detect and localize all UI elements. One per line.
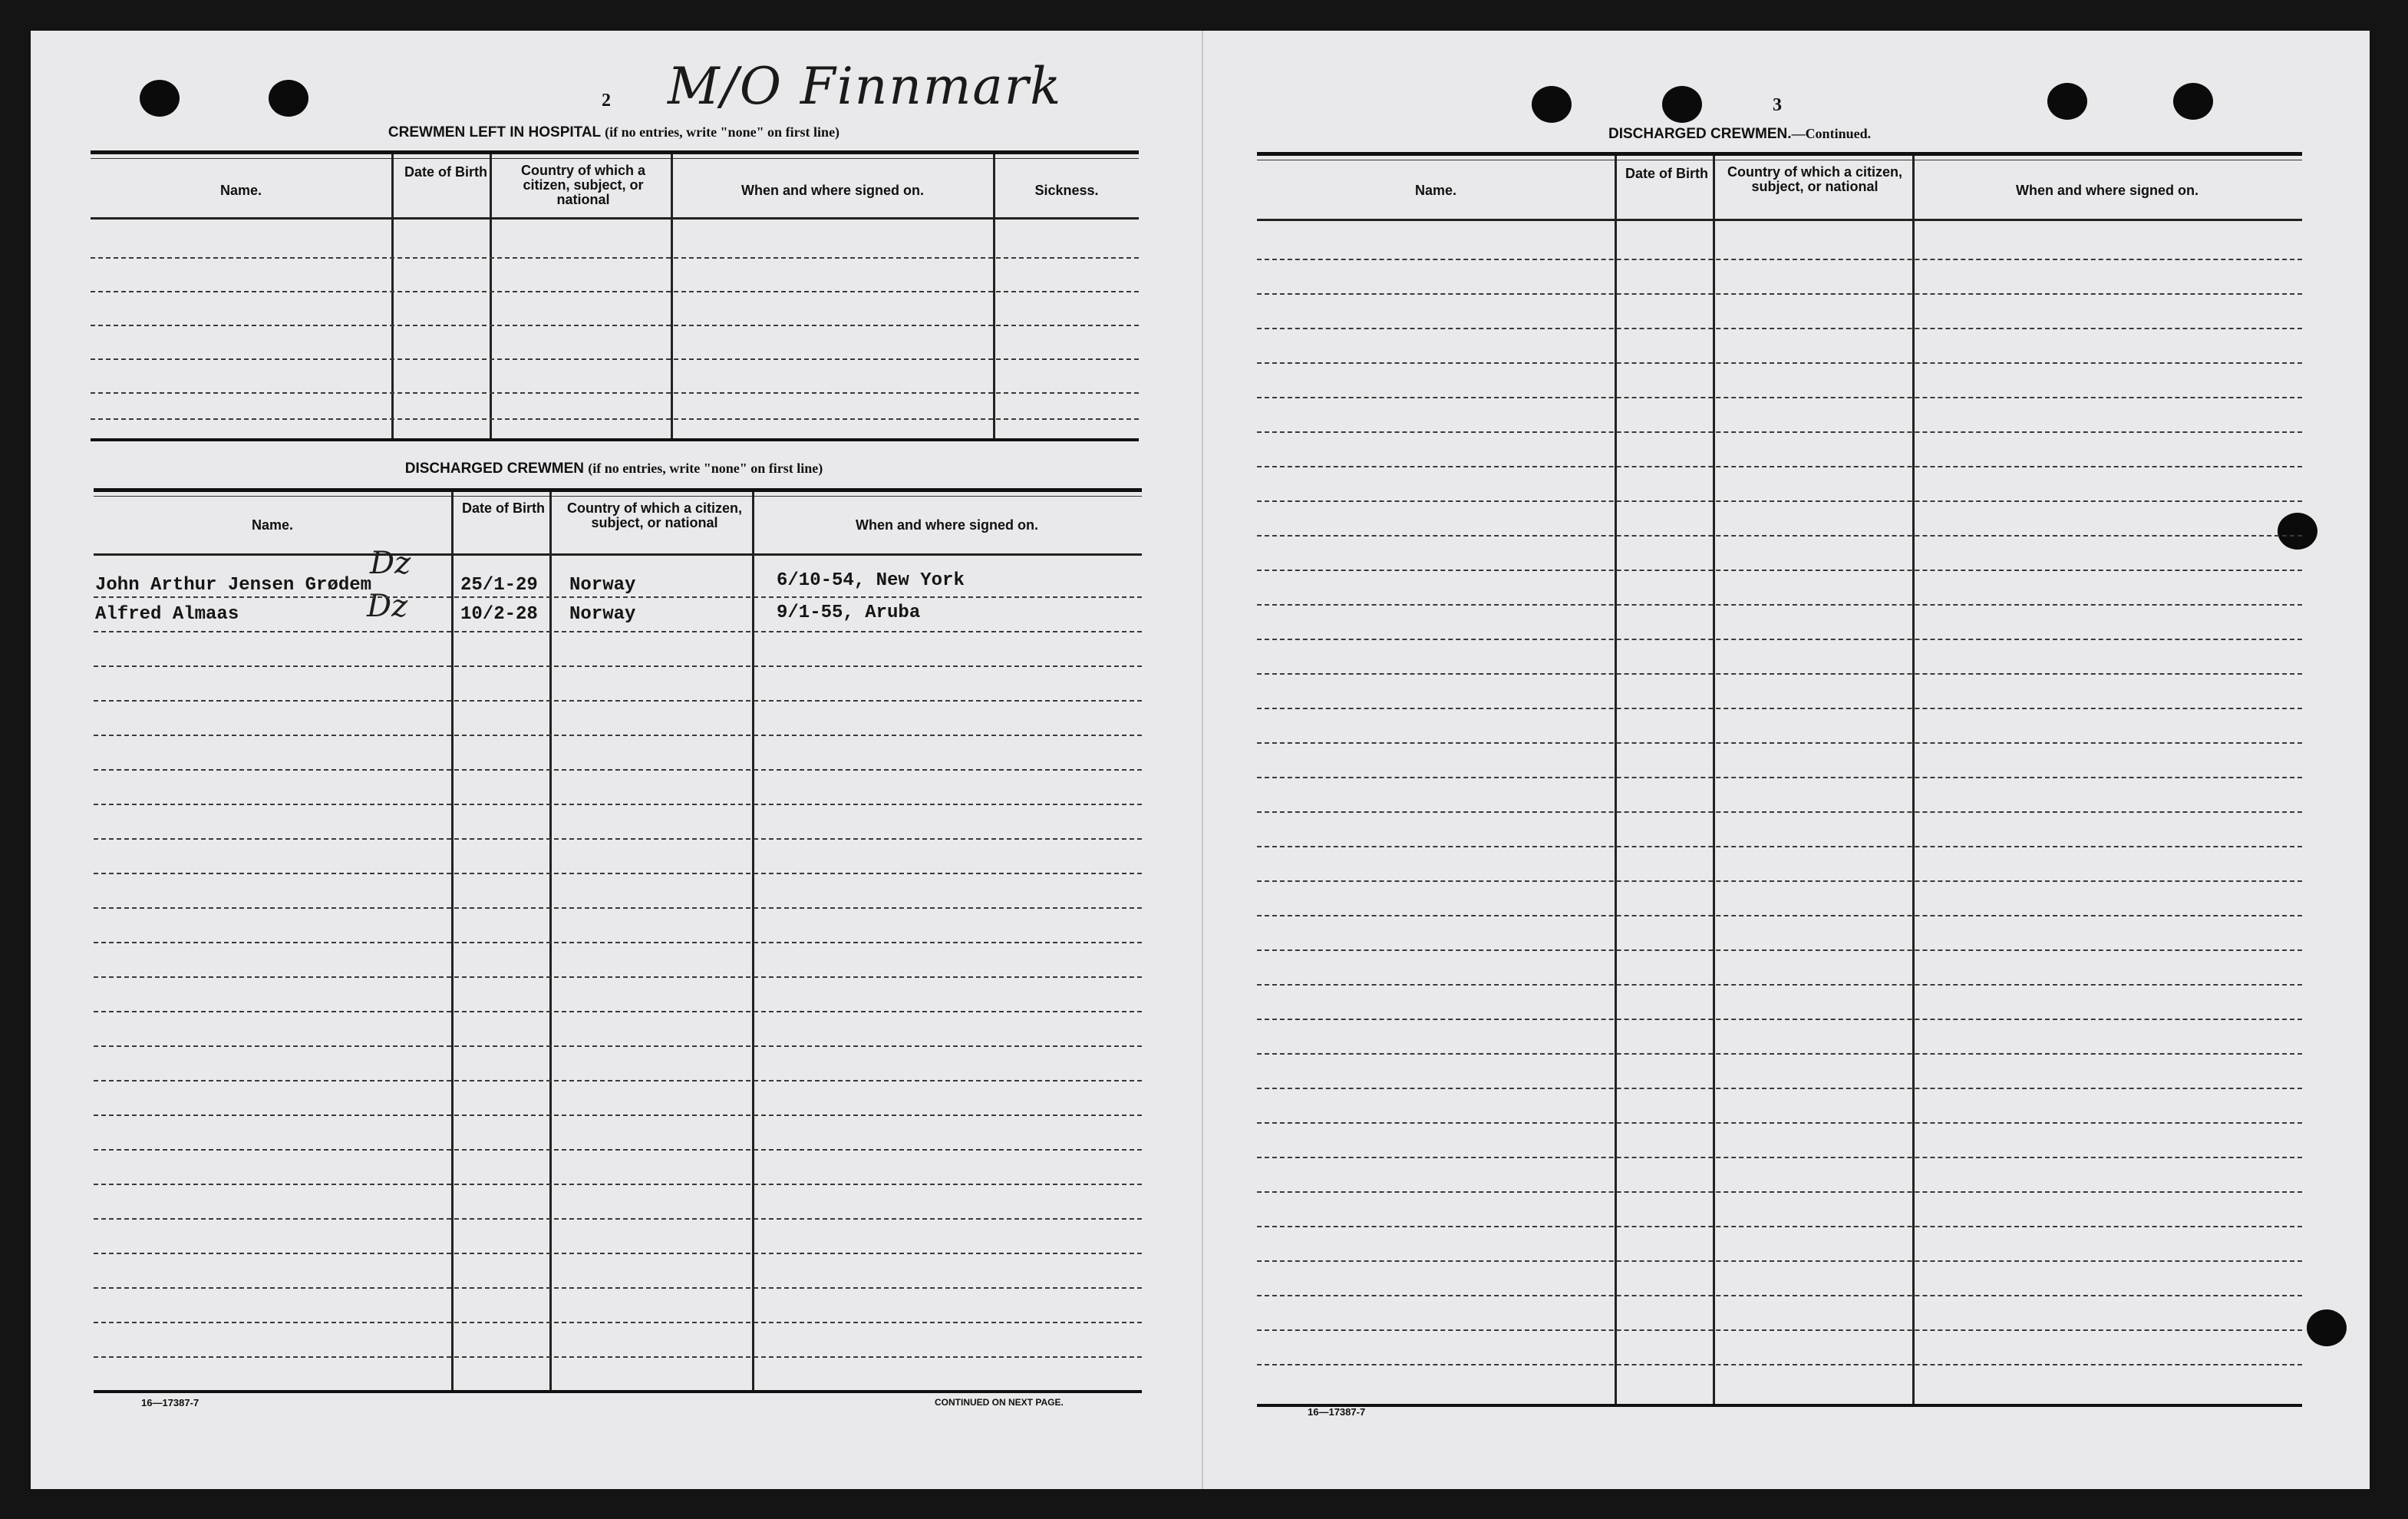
table-row (94, 1184, 1142, 1185)
page-number: 3 (1773, 95, 1782, 115)
table-row (91, 291, 1139, 292)
punch-hole (2047, 83, 2087, 120)
table-row (1257, 1019, 2302, 1020)
table-row (1257, 1088, 2302, 1089)
table-row (94, 942, 1142, 943)
table-row (94, 1011, 1142, 1012)
table-row (1257, 1191, 2302, 1193)
col-header-dob: Date of Birth (404, 164, 487, 180)
table-row (1257, 1260, 2302, 1262)
table-row (1257, 604, 2302, 606)
table-row (1257, 1053, 2302, 1055)
table-row (91, 257, 1139, 259)
table-row (1257, 984, 2302, 986)
col-header-signed-on: When and where signed on. (855, 517, 1039, 533)
table-row (1257, 811, 2302, 813)
handwritten-mark: Dz (370, 546, 411, 581)
table-row (1257, 777, 2302, 778)
table-row (91, 325, 1139, 326)
table-row (1257, 570, 2302, 571)
table-row (94, 976, 1142, 978)
table-row (94, 631, 1142, 632)
table-row (94, 907, 1142, 909)
crew-signed-on: 6/10-54, New York (777, 570, 965, 591)
discharged-continued-title: DISCHARGED CREWMEN.—Continued. (1608, 126, 1872, 142)
table-row (94, 700, 1142, 702)
col-header-signed-on: When and where signed on. (2015, 183, 2199, 198)
discharged-table (94, 488, 1142, 1393)
table-row (94, 1218, 1142, 1220)
table-row (1257, 293, 2302, 295)
table-row (94, 735, 1142, 736)
col-header-name: Name. (251, 517, 294, 533)
discharged-continued-table (1257, 152, 2302, 1407)
table-row (94, 596, 1142, 598)
col-header-name: Name. (1414, 183, 1457, 198)
handwritten-mark: Dz (367, 589, 408, 624)
crew-name: Alfred Almaas (95, 604, 239, 625)
page-fold (1202, 31, 1203, 1489)
col-header-signed-on: When and where signed on. (741, 183, 925, 198)
col-header-dob: Date of Birth (462, 500, 545, 516)
table-row (94, 1322, 1142, 1323)
continued-note: CONTINUED ON NEXT PAGE. (935, 1397, 1064, 1408)
crew-country: Norway (569, 575, 636, 596)
table-row (94, 838, 1142, 840)
table-row (91, 358, 1139, 360)
table-row (1257, 1226, 2302, 1227)
table-row (94, 769, 1142, 771)
table-row (1257, 259, 2302, 260)
table-row (1257, 846, 2302, 847)
table-row (1257, 328, 2302, 329)
crew-name: John Arthur Jensen Grødem (95, 575, 372, 596)
table-row (1257, 1122, 2302, 1124)
crew-signed-on: 9/1-55, Aruba (777, 603, 921, 623)
table-row (94, 1253, 1142, 1254)
col-header-name: Name. (219, 183, 262, 198)
table-row (1257, 500, 2302, 502)
table-row (1257, 466, 2302, 467)
table-row (1257, 949, 2302, 951)
discharged-section-title: DISCHARGED CREWMEN (if no entries, write "none" on first line) (404, 461, 823, 477)
table-row (94, 804, 1142, 805)
table-row (1257, 915, 2302, 916)
col-header-country: Country of which a citizen, subject, or national (566, 500, 742, 530)
punch-hole (1532, 86, 1572, 123)
crew-country: Norway (569, 604, 636, 625)
table-row (94, 1045, 1142, 1047)
table-row (91, 392, 1139, 394)
punch-hole (1662, 86, 1702, 123)
hospital-section-title: CREWMEN LEFT IN HOSPITAL (if no entries, write "none" on first line) (388, 124, 840, 140)
page-number: 2 (602, 91, 611, 111)
table-row (1257, 1295, 2302, 1296)
crew-dob: 10/2-28 (460, 604, 538, 625)
table-row (94, 1114, 1142, 1116)
table-row (1257, 535, 2302, 537)
punch-hole (2173, 83, 2213, 120)
table-row (1257, 880, 2302, 882)
table-row (94, 665, 1142, 667)
table-row (1257, 708, 2302, 709)
table-row (94, 1080, 1142, 1081)
punch-hole (2307, 1309, 2347, 1346)
table-row (1257, 639, 2302, 640)
table-row (1257, 673, 2302, 675)
form-number: 16—17387-7 (1308, 1406, 1366, 1418)
table-row (1257, 742, 2302, 744)
table-row (91, 418, 1139, 420)
punch-hole (269, 80, 308, 117)
table-row (1257, 362, 2302, 364)
table-row (1257, 1157, 2302, 1158)
table-row (1257, 397, 2302, 398)
table-row (94, 1356, 1142, 1358)
table-row (94, 1287, 1142, 1289)
table-row (94, 873, 1142, 874)
crew-dob: 25/1-29 (460, 575, 538, 596)
punch-hole (140, 80, 180, 117)
col-header-country: Country of which a citizen, subject, or national (521, 163, 645, 207)
col-header-country: Country of which a citizen, subject, or national (1727, 164, 1902, 194)
table-row (1257, 431, 2302, 433)
table-row (94, 1149, 1142, 1151)
table-row (1257, 1364, 2302, 1365)
col-header-dob: Date of Birth (1625, 166, 1708, 181)
col-header-sickness: Sickness. (1034, 183, 1099, 198)
handwritten-vessel-name: M/O Finnmark (668, 57, 1063, 116)
form-number: 16—17387-7 (141, 1397, 200, 1408)
table-row (1257, 1329, 2302, 1331)
hospital-table (91, 150, 1139, 441)
